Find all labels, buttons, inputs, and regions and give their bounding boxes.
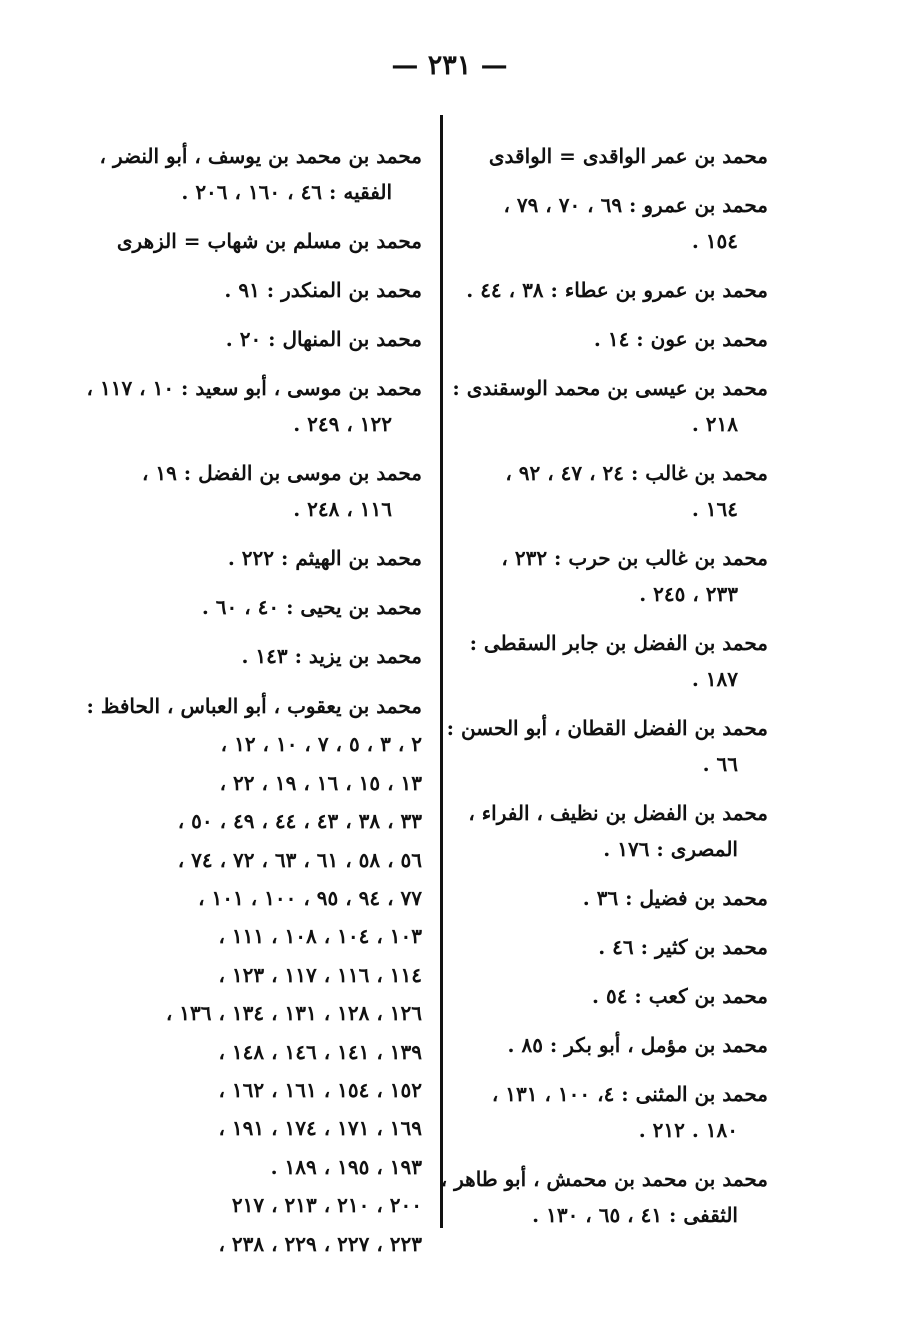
entry-line: محمد بن مسلم بن شهاب = الزهرى — [116, 229, 422, 253]
entry-line: محمد بن محمد بن يوسف ، أبو النضر ، — [99, 144, 422, 168]
index-entry — [462, 978, 768, 1014]
entry-line: محمد بن عمرو : ٦٩ ، ٧٠ ، ٧٩ ، — [503, 193, 768, 217]
entry-line: محمد بن الفضل القطان ، أبو الحسن : — [446, 716, 768, 740]
entry-line-continuation: ١٠٣ ، ١٠٤ ، ١٠٨ ، ١١١ ، — [218, 924, 422, 949]
entry-line-continuation: ١٦٤ . — [691, 497, 738, 521]
index-entry — [462, 455, 768, 527]
entry-line-continuation: ٧٧ ، ٩٤ ، ٩٥ ، ١٠٠ ، ١٠١ ، — [198, 886, 422, 911]
entry-line: محمد بن غالب : ٢٤ ، ٤٧ ، ٩٢ ، — [505, 461, 768, 485]
entry-line: محمد بن المنهال : ٢٠ . — [225, 327, 422, 351]
index-entry — [452, 370, 768, 442]
index-entry — [99, 138, 422, 210]
index-entry — [462, 929, 768, 965]
index-entry — [440, 1161, 768, 1233]
entry-line: محمد بن عمرو بن عطاء : ٣٨ ، ٤٤ . — [466, 278, 768, 302]
entry-line: محمد بن الفضل بن جابر السقطى : — [469, 631, 768, 655]
entry-line: محمد بن يحيى : ٤٠ ، ٦٠ . — [201, 595, 422, 619]
entry-line-continuation: المصرى : ١٧٦ . — [603, 837, 738, 861]
entry-line: محمد بن كثير : ٤٦ . — [598, 935, 768, 959]
index-entry — [462, 1027, 768, 1063]
index-column-left — [86, 138, 422, 1263]
entry-line-continuation: ٦٦ . — [702, 752, 738, 776]
entry-line: محمد بن الهيثم : ٢٢٢ . — [227, 546, 422, 570]
index-entry — [462, 1076, 768, 1148]
entry-line-continuation: ١٨٠ . ٢١٢ . — [638, 1118, 738, 1142]
index-entry — [108, 638, 422, 674]
entry-line-continuation: ٣٣ ، ٣٨ ، ٤٣ ، ٤٤ ، ٤٩ ، ٥٠ ، — [177, 809, 422, 834]
entry-line-continuation: ١٢٦ ، ١٢٨ ، ١٣١ ، ١٣٤ ، ١٣٦ ، — [165, 1001, 422, 1026]
entry-line: محمد بن عيسى بن محمد الوسقندى : — [452, 376, 768, 400]
entry-line-continuation: ١٣٩ ، ١٤١ ، ١٤٦ ، ١٤٨ ، — [218, 1039, 422, 1064]
entry-line-continuation: ١٩٣ ، ١٩٥ ، ١٨٩ . — [270, 1154, 422, 1179]
entry-line-continuation: ٢ ، ٣ ، ٥ ، ٧ ، ١٠ ، ١٢ ، — [220, 732, 422, 757]
index-entry — [462, 272, 768, 308]
index-entry-long — [86, 687, 422, 1263]
entry-line: محمد بن موسى ، أبو سعيد : ١٠ ، ١١٧ ، — [86, 376, 422, 400]
entry-line-continuation: ١٥٤ . — [691, 229, 738, 253]
entry-line: محمد بن عون : ١٤ . — [593, 327, 768, 351]
index-entry — [462, 138, 768, 174]
entry-line-continuation: ٢٢٣ ، ٢٢٧ ، ٢٢٩ ، ٢٣٨ ، — [218, 1231, 422, 1256]
entry-line-continuation: الثقفى : ٤١ ، ٦٥ ، ١٣٠ . — [532, 1203, 738, 1227]
entry-line: محمد بن عمر الواقدى = الواقدى — [488, 144, 768, 168]
entry-line-continuation: ١٢٢ ، ٢٤٩ . — [293, 412, 392, 436]
entry-line-continuation: ١٦٩ ، ١٧١ ، ١٧٤ ، ١٩١ ، — [218, 1116, 422, 1141]
entry-line: محمد بن مؤمل ، أبو بكر : ٨٥ . — [507, 1033, 768, 1057]
entry-line: محمد بن كعب : ٥٤ . — [592, 984, 768, 1008]
index-entry — [108, 589, 422, 625]
index-entry — [462, 880, 768, 916]
index-entry — [108, 272, 422, 308]
entry-line: محمد بن غالب بن حرب : ٢٣٢ ، — [501, 546, 768, 570]
entry-line-continuation: ١٨٧ . — [691, 667, 738, 691]
index-entry — [462, 625, 768, 697]
index-entry — [108, 321, 422, 357]
entry-line-continuation: ٥٦ ، ٥٨ ، ٦١ ، ٦٣ ، ٧٢ ، ٧٤ ، — [177, 847, 422, 872]
entry-line: محمد بن المنكدر : ٩١ . — [224, 278, 422, 302]
entry-line: محمد بن المثنى : ٤، ١٠٠ ، ١٣١ ، — [491, 1082, 768, 1106]
entry-line-continuation: ١٣ ، ١٥ ، ١٦ ، ١٩ ، ٢٢ ، — [219, 770, 422, 795]
index-column-right — [440, 138, 768, 1246]
entry-line-continuation: الفقيه : ٤٦ ، ١٦٠ ، ٢٠٦ . — [181, 180, 392, 204]
index-entry — [462, 540, 768, 612]
entry-line-continuation: ٢٣٣ ، ٢٤٥ . — [639, 582, 738, 606]
entry-line: محمد بن موسى بن الفضل : ١٩ ، — [141, 461, 422, 485]
column-divider — [440, 115, 443, 1228]
index-entry — [108, 455, 422, 527]
index-entry — [86, 370, 422, 442]
entry-line-continuation: ١٥٢ ، ١٥٤ ، ١٦١ ، ١٦٢ ، — [218, 1078, 422, 1103]
index-entry — [108, 223, 422, 259]
entry-line: محمد بن فضيل : ٣٦ . — [582, 886, 768, 910]
index-entry — [462, 795, 768, 867]
index-entry — [108, 540, 422, 576]
entry-line: محمد بن محمد بن محمش ، أبو طاهر ، — [440, 1167, 768, 1191]
entry-line: محمد بن الفضل بن نظيف ، الفراء ، — [468, 801, 768, 825]
entry-line: محمد بن يعقوب ، أبو العباس ، الحافظ : — [86, 694, 422, 718]
entry-line: محمد بن يزيد : ١٤٣ . — [241, 644, 422, 668]
index-entry — [446, 710, 768, 782]
index-entry — [462, 321, 768, 357]
page-number: — ٢٣١ — — [391, 50, 508, 81]
index-entry — [462, 187, 768, 259]
entry-line-continuation: ١١٦ ، ٢٤٨ . — [293, 497, 392, 521]
entry-line-continuation: ٢١٨ . — [691, 412, 738, 436]
entry-line-continuation: ١١٤ ، ١١٦ ، ١١٧ ، ١٢٣ ، — [218, 962, 422, 987]
entry-line-continuation: ٢٠٠ ، ٢١٠ ، ٢١٣ ، ٢١٧ — [231, 1193, 422, 1218]
